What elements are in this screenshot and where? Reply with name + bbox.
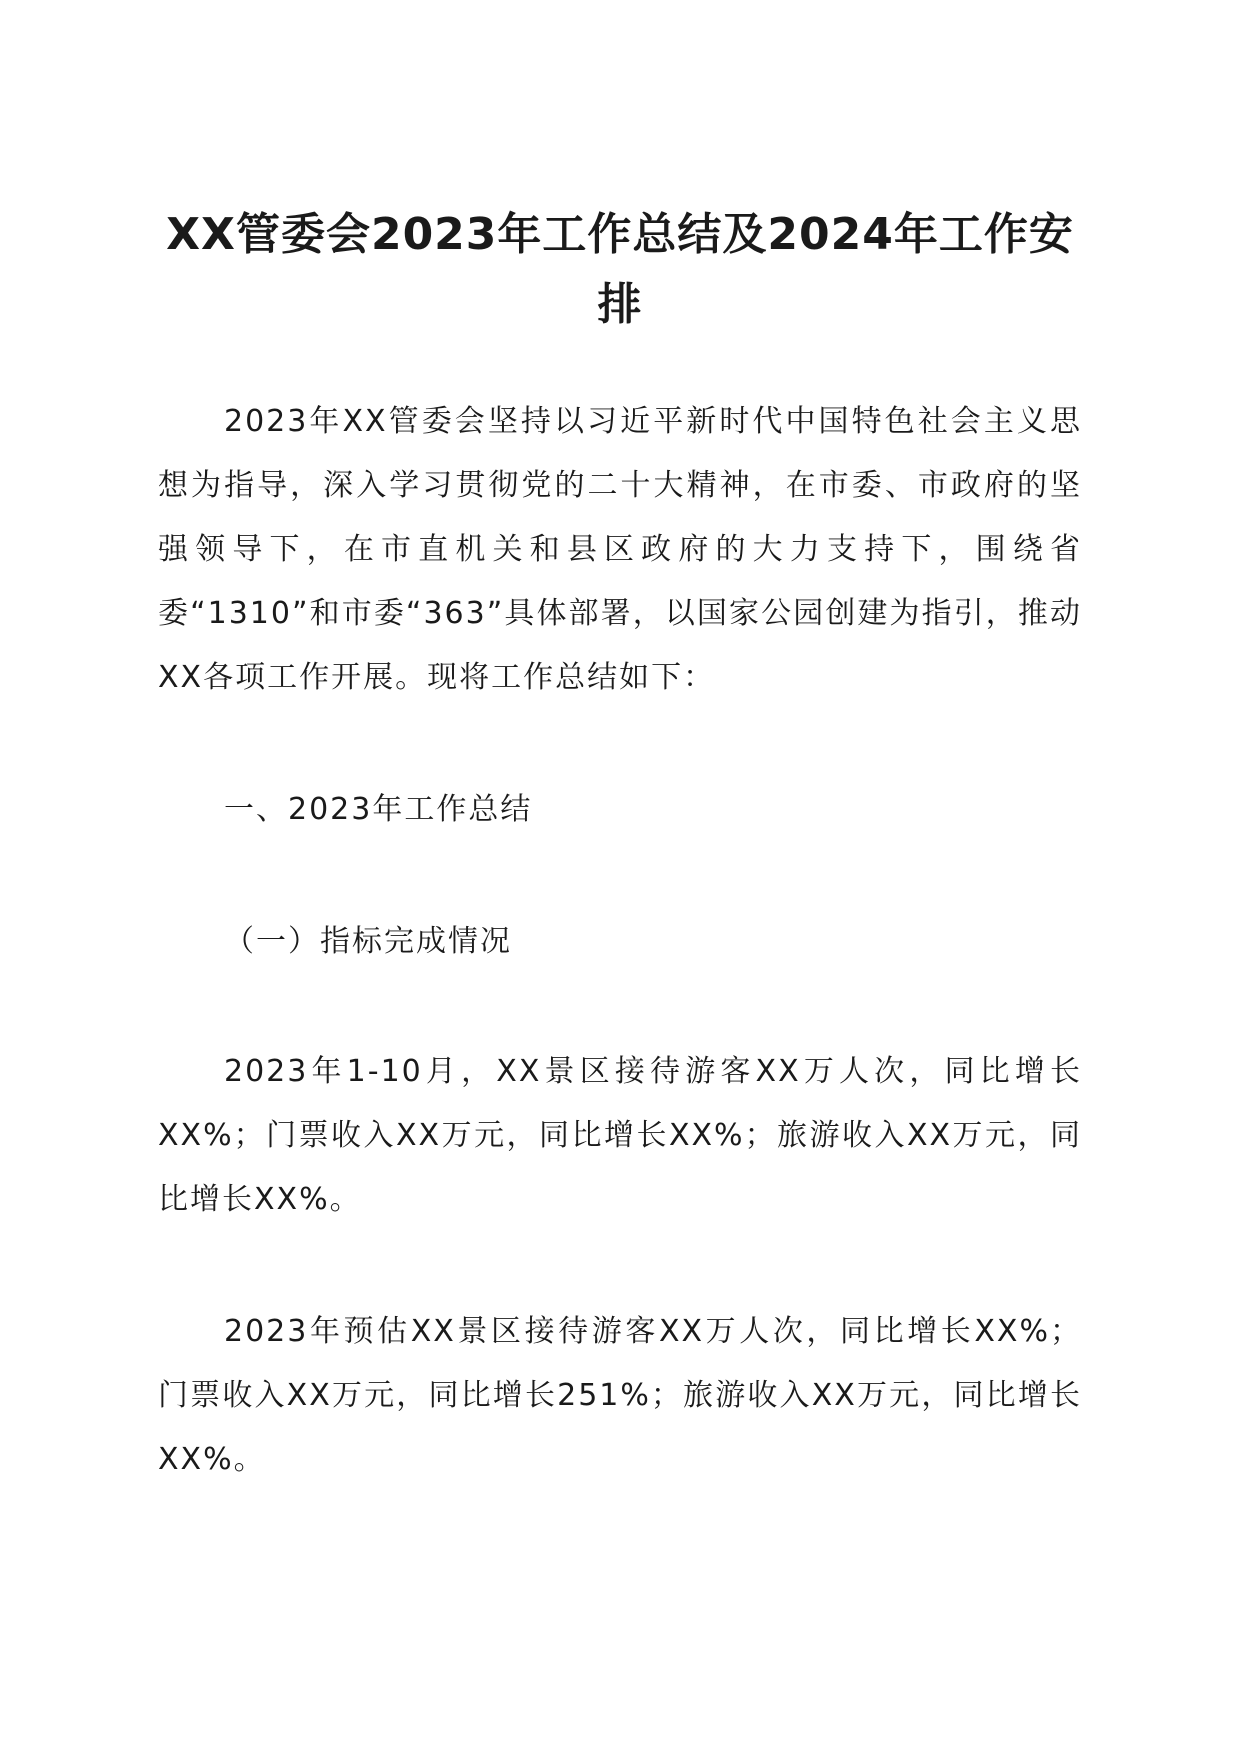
indicator-paragraph-2: 2023年预估XX景区接待游客XX万人次，同比增长XX%；门票收入XX万元，同比增长251%；旅游收入XX万元，同比增长XX%。 bbox=[158, 1314, 1082, 1477]
subsection-heading: （一）指标完成情况 bbox=[224, 924, 512, 959]
document-title: XX管委会2023年工作总结及2024年工作安排 bbox=[166, 209, 1074, 330]
section-heading: 一、2023年工作总结 bbox=[224, 792, 533, 827]
indicator-paragraph-1: 2023年1-10月，XX景区接待游客XX万人次，同比增长XX%；门票收入XX万元，同比增长XX%；旅游收入XX万元，同比增长XX%。 bbox=[158, 1054, 1082, 1217]
intro-paragraph: 2023年XX管委会坚持以习近平新时代中国特色社会主义思想为指导，深入学习贯彻党的二十大精神，在市委、市政府的坚强领导下，在市直机关和县区政府的大力支持下，围绕省委“1310”和市委“363”具体部署，以国家公园创建为指引，推动XX各项工作开展。现将工作总结如下： bbox=[158, 404, 1082, 695]
